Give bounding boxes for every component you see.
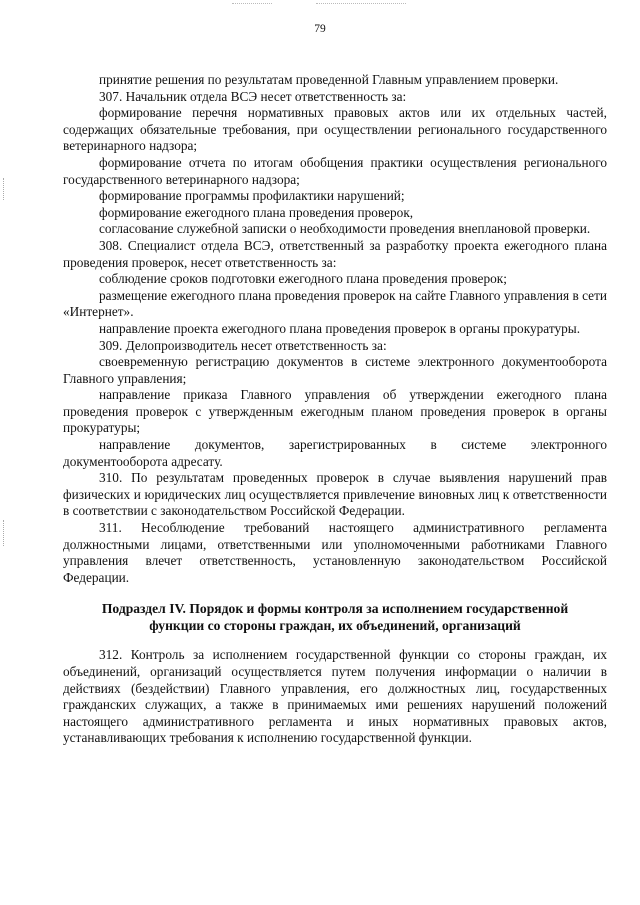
heading-line: Подраздел IV. Порядок и формы контроля за исполнением государственной xyxy=(101,601,569,617)
paragraph: размещение ежегодного плана проведения проверок на сайте Главного управления в сети «Интернет». xyxy=(63,287,607,320)
paragraph: формирование программы профилактики нарушений; xyxy=(99,188,405,204)
paragraph: 307. Начальник отдела ВСЭ несет ответственность за: xyxy=(99,88,407,104)
scan-artifact xyxy=(316,3,406,5)
paragraph: 312. Контроль за исполнением государственной функции со стороны граждан, их объединений, организаций осуществляется путем получения информации о наличии в действиях (бездействии) Главного управления, его должностных лиц, государственных гражданских служащих, а также в принимаемых ими решениях нарушений положений настоящего административного регламента и иных нормативных правовых актов, устанавливающих требования к исполнению государственной функции. xyxy=(63,647,607,746)
paragraph: направление проекта ежегодного плана проведения проверок в органы прокуратуры. xyxy=(99,320,581,336)
paragraph: формирование перечня нормативных правовых актов или их отдельных частей, содержащих обязательные требования, при осуществлении регионального государственного ветеринарного надзора; xyxy=(63,105,607,154)
paragraph: соблюдение сроков подготовки ежегодного плана проведения проверок; xyxy=(99,271,507,287)
paragraph: 311. Несоблюдение требований настоящего административного регламента должностными лицами, ответственными или уполномоченными работниками Главного управления влечет ответственность, установленную законодательством Российской Федерации. xyxy=(63,520,607,585)
paragraph: принятие решения по результатам проведенной Главным управлением проверки. xyxy=(99,72,559,87)
section-heading xyxy=(63,600,607,634)
heading-line: функции со стороны граждан, их объединений, организаций xyxy=(149,618,521,634)
paragraph: своевременную регистрацию документов в системе электронного документооборота Главного управления; xyxy=(63,354,607,386)
paragraph: направление приказа Главного управления об утверждении ежегодного плана проведения проверок с утвержденным ежегодным планом проведения проверок в органы прокуратуры; xyxy=(63,387,607,436)
paragraph: 310. По результатам проведенных проверок в случае выявления нарушений прав физических и юридических лиц осуществляется привлечение виновных лиц к ответственности в соответствии с законодательством Российской Федерации. xyxy=(63,470,607,519)
scan-artifact xyxy=(3,520,5,546)
paragraph: 308. Специалист отдела ВСЭ, ответственный за разработку проекта ежегодного плана проведения проверок, несет ответственность за: xyxy=(63,237,607,270)
scan-artifact xyxy=(3,178,5,200)
page-number: 79 xyxy=(314,23,326,35)
paragraph: формирование отчета по итогам обобщения практики осуществления регионального государственного ветеринарного надзора; xyxy=(63,154,607,187)
document-body xyxy=(63,72,607,747)
paragraph: согласование служебной записки о необходимости проведения внеплановой проверки. xyxy=(99,221,591,237)
scan-artifact xyxy=(232,3,272,5)
paragraph: 309. Делопроизводитель несет ответственность за: xyxy=(99,337,387,353)
paragraph: формирование ежегодного плана проведения проверок, xyxy=(99,204,414,220)
paragraph: направление документов, зарегистрированных в системе электронного документооборота адресату. xyxy=(63,437,607,469)
